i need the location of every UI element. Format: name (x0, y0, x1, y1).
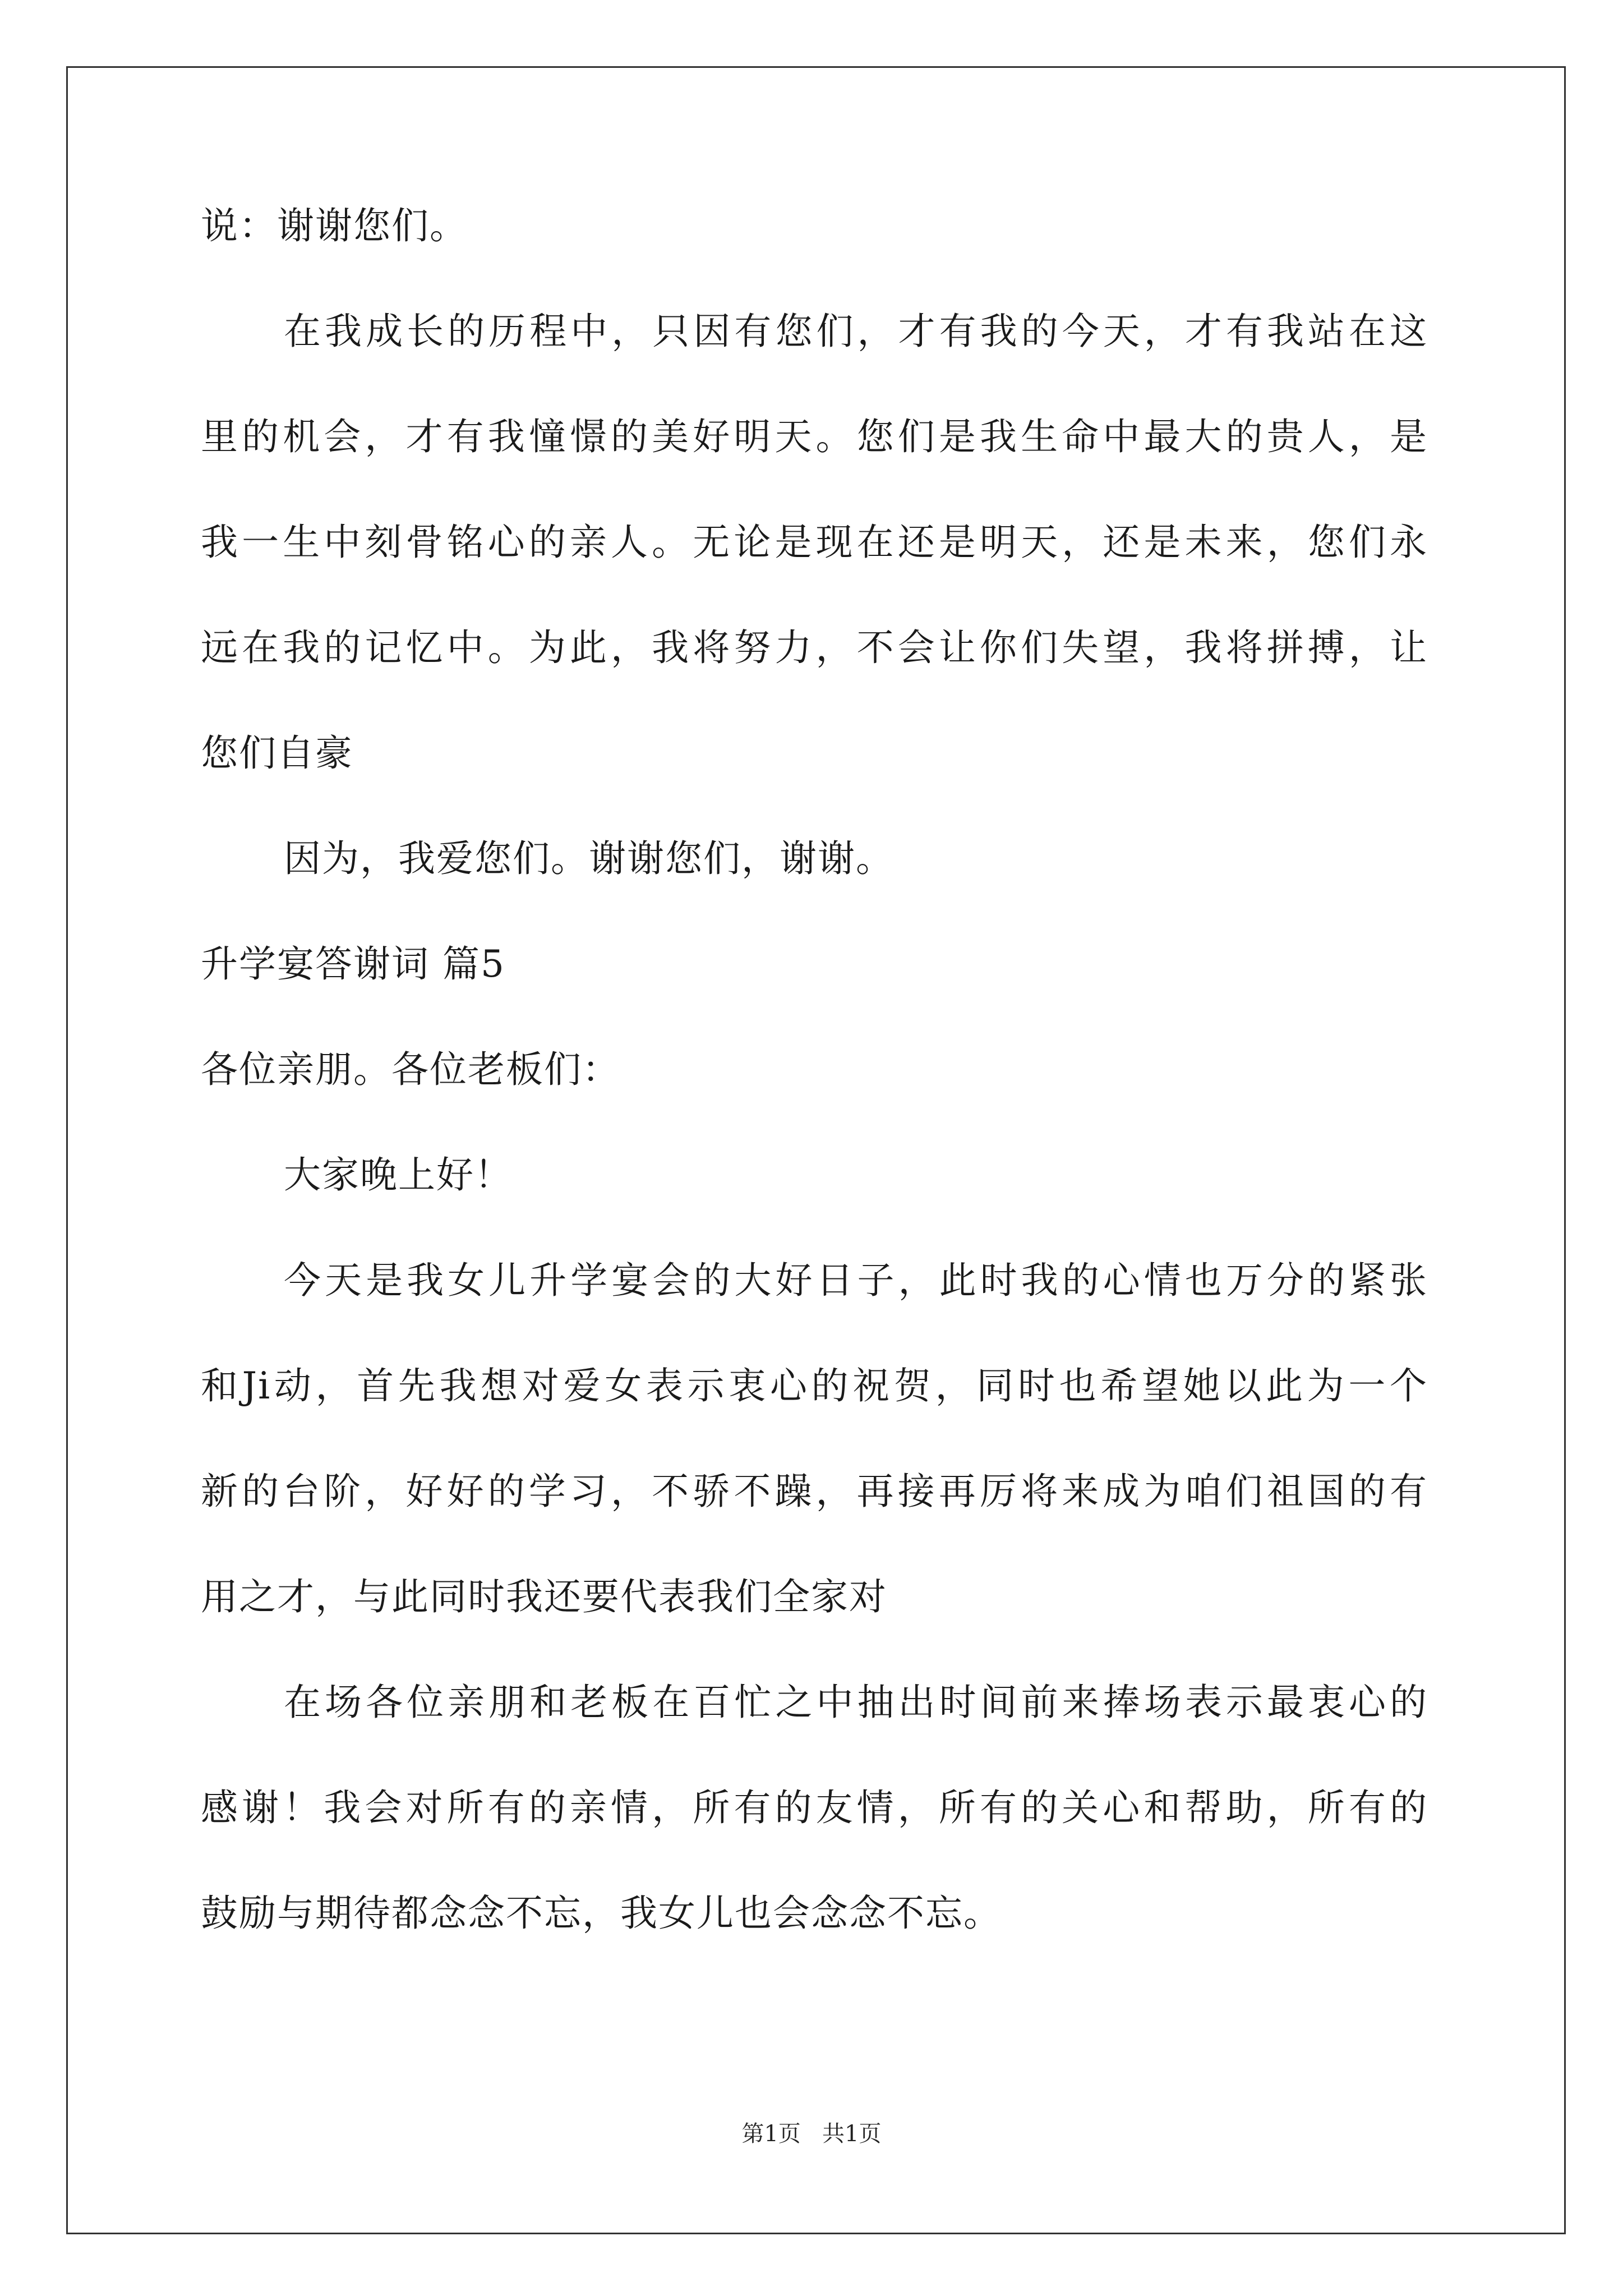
text-line: 我一生中刻骨铭心的亲人。无论是现在还是明天，还是未来，您们永 (201, 521, 1428, 564)
text-line: 用之才，与此同时我还要代表我们全家对 (201, 1575, 887, 1618)
page-footer: 第1页 共1页 (741, 2121, 882, 2147)
section-heading: 升学宴答谢词 篇5 (201, 942, 505, 986)
text-line: 鼓励与期待都念念不忘，我女儿也会念念不忘。 (201, 1892, 1002, 1935)
salutation: 各位亲朋。各位老板们： (201, 1048, 620, 1091)
text-line: 您们自豪 (201, 731, 353, 775)
text-line: 新的台阶，好好的学习，不骄不躁，再接再厉将来成为咱们祖国的有 (201, 1470, 1428, 1513)
text-line: 里的机会，才有我憧憬的美好明天。您们是我生命中最大的贵人，是 (201, 415, 1428, 458)
text-line: 和Ji动，首先我想对爱女表示衷心的祝贺，同时也希望她以此为一个 (201, 1364, 1428, 1407)
greeting: 大家晚上好！ (284, 1153, 513, 1197)
text-line: 感谢！我会对所有的亲情，所有的友情，所有的关心和帮助，所有的 (201, 1786, 1428, 1829)
text-line: 在场各位亲朋和老板在百忙之中抽出时间前来捧场表示最衷心的 (284, 1681, 1428, 1724)
text-line: 在我成长的历程中，只因有您们，才有我的今天，才有我站在这 (284, 310, 1428, 353)
text-line: 今天是我女儿升学宴会的大好日子，此时我的心情也万分的紧张 (284, 1259, 1428, 1302)
text-line: 远在我的记忆中。为此，我将努力，不会让你们失望，我将拼搏，让 (201, 626, 1428, 669)
text-line: 因为，我爱您们。谢谢您们，谢谢。 (284, 837, 894, 880)
text-line: 说：谢谢您们。 (201, 204, 468, 247)
